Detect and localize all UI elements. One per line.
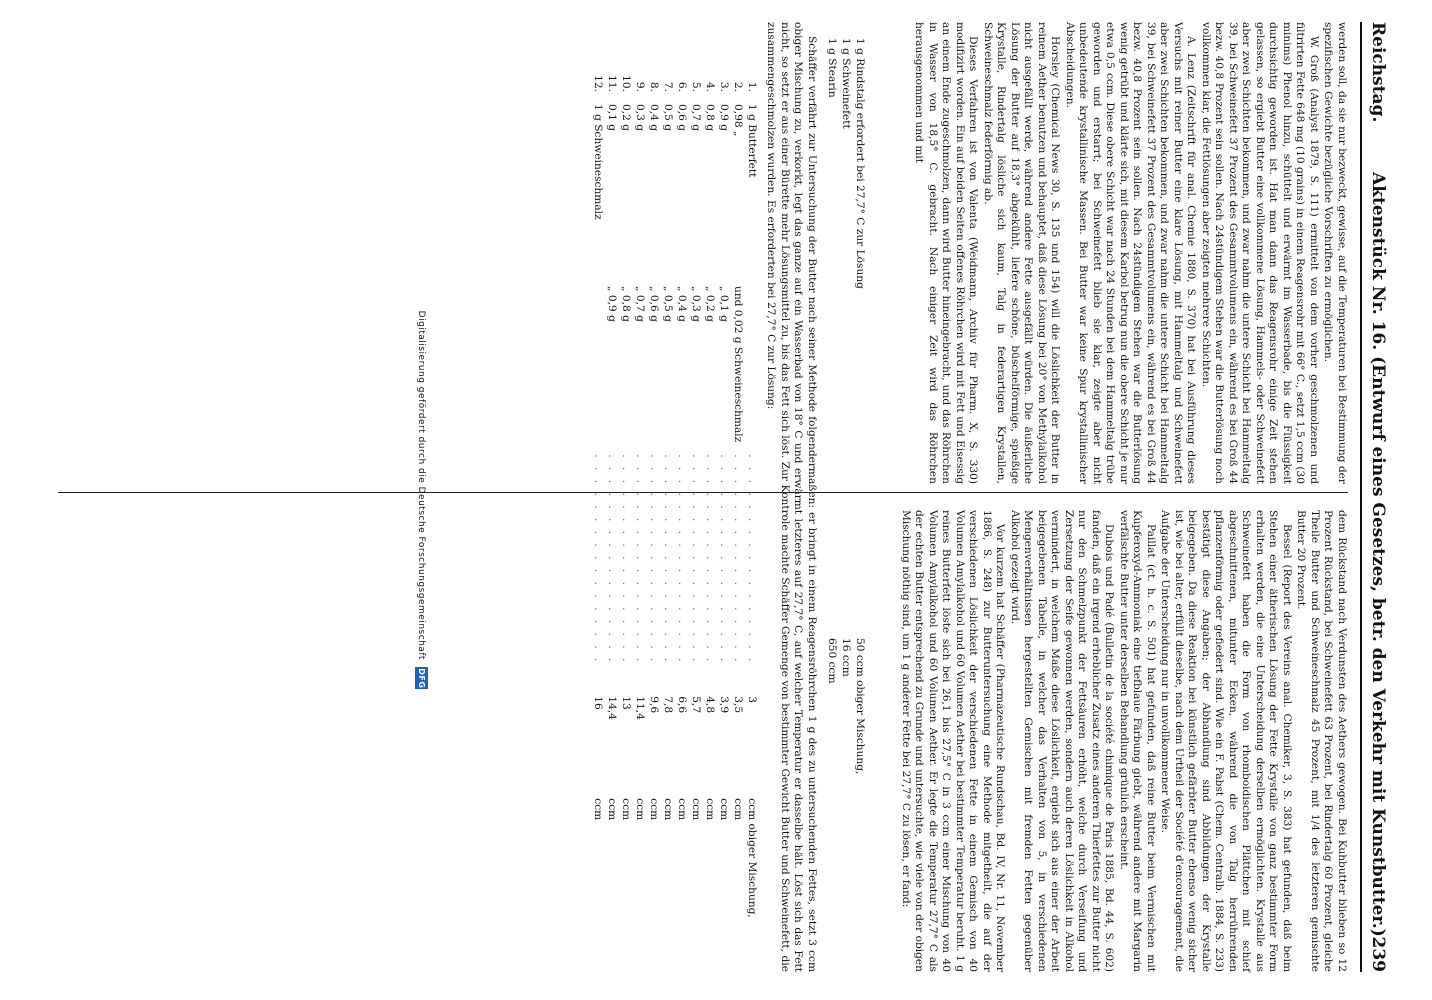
table-row xyxy=(674,62,688,924)
volume-value: 3 xyxy=(745,696,758,704)
row-number: 11. xyxy=(605,75,618,92)
butter-amount: 0,6 g xyxy=(675,104,688,131)
right-column xyxy=(898,510,1349,972)
butter-amount: 0,7 g xyxy=(689,104,702,131)
row-number: 5. xyxy=(689,81,702,92)
volume-unit: ccm xyxy=(731,798,744,821)
lard-amount: „ 0,9 g xyxy=(605,286,618,322)
paragraph: Paillat (ct. h. c. S. 501) hat gefunden, daß reine Butter beim Vermischen mit Kupferoxyd-Ammoniak eine tiefblaue Färbung giebt, während andere mit Margarin verfälschte Butter unter derselben Behandlung grünlich erscheint. xyxy=(1118,510,1157,972)
leader-dots: . . . . . . . . . . . . . . . . . xyxy=(689,454,702,665)
page-header xyxy=(1360,22,1392,972)
lard-amount: „ 0,3 g xyxy=(689,286,702,322)
leader-dots: . . . . . . . . . . . . . . . . . xyxy=(745,454,758,665)
table-row xyxy=(604,62,618,924)
procedure-paragraph: Schäffer verfährt zur Untersuchung der Butter nach seiner Methode folgendermaßen: er bringt in einem Reagensröhrchen 1 g des zu untersuchenden Fettes, setzt 3 ccm obiger Mischung zu, verkorkt, legt das ganze auf ein Wasserbad von 18° C und erwärmt letzteres auf 27,7° C, auf welcher Temperatur er dasselbe hält. Löst sich das Fett nicht, so setzt er aus einer Bürette mehr Lösungsmittel zu, bis das Fett sich löst. Zur Kontrole machte Schäffer Gemenge von bestimmter Gewicht Butter und Schweinefett, die zusammengeschmolzen wurden. Es erforderten bei 27,7° C zur Lösung: xyxy=(765,22,818,972)
leader-dots: . . . . . . . . . . . . . . . . . xyxy=(661,454,674,665)
paragraph: Bessel (Report des Vereins anal. Chemiker, 3, S. 383) hat gefunden, daß beim Stehen einer ätherischen Lösung der Fette Krystalle von ganz bestimmter Form erhalten werden, die eine Unterscheidung derselben ermöglichten. Krystalle aus Schweinefett haben die Form von rhomboidischen Plättchen mit schief abgeschnittenen, mitunter Ecken, während die von Talg herrührenden pflanzenförmig oder gefiedert sind. Wie ein F. Pabst (Chem. Centralb. 1884, S. 233) bestätigt diese Angaben; der Abhandlung sind Abbildungen der Krystalle beigegeben. Da diese Reaktion bei künstlich gefärbter Butter ebenso wenig sicher ist, wie bei alter, erfüllt dieselbe, nach dem Urtheil der Société d'encouragement, die Aufgabe der Unterscheidung nur in unvollkommener Weise. xyxy=(1159,510,1293,972)
lard-amount: und 0,02 g Schweineschmalz xyxy=(731,286,744,443)
row-number: 3. xyxy=(717,81,730,92)
leader-dots: . . . . . . . . . . . . . . . . . xyxy=(703,454,716,665)
header-title: Aktenstück Nr. 16. (Entwurf eines Gesetzes, betr. den Verkehr mit Kunstbutter.) xyxy=(1368,172,1388,937)
paragraph: Dubois und Padé (Bulletin de la société chimique de Paris 1885, Bd. 44, S. 602) fanden, daß ein irgend erheblicher Zusatz eines anderen Thierfettes zur Butter nicht nur den Schmelzpunkt der Fettsäuren erhöht, welche durch Verseifung und Zersetzung der Seife gewonnen werden, sondern auch deren Löslichkeit in Alkohol vermindert, in welchem Maße diese Löslichkeit, ergiebt sich aus einer der Arbeit beigegebenen Tabelle, in welcher das Verhalten von 5, in verschiedenen Mengenverhältnissen hergestellten Gemischen mit fremden Fetten gegenüber Alkohol gezeigt wird. xyxy=(1009,510,1116,972)
butter-amount: 1 g Schweineschmalz xyxy=(591,104,604,220)
volume-unit: ccm xyxy=(717,798,730,821)
lard-amount: „ 0,5 g xyxy=(661,286,674,322)
butter-amount: 0,2 g xyxy=(619,104,632,131)
leader-dots: . . . . . . . . . . . . . . . . . xyxy=(605,454,618,665)
lard-amount: „ 0,6 g xyxy=(647,286,660,322)
row-number: 7. xyxy=(661,81,674,92)
lard-amount: „ 0,4 g xyxy=(675,286,688,322)
results-table xyxy=(590,62,758,924)
volume-unit: ccm xyxy=(591,798,604,821)
row-number: 6. xyxy=(675,81,688,92)
volume-unit: ccm xyxy=(605,798,618,821)
mixture-row: 1 g Schweinefett 16 ccm xyxy=(840,38,852,677)
butter-amount: 1 g Butterfett xyxy=(745,104,758,178)
paragraph: Horsley (Chemical News 30, S. 135 und 154) will die Löslichkeit der Butter in reinem Aether benutzen und behauptet, daß diese Lösung bei 20° von Methylalkohol nicht ausgefällt werde, während andere Fette ausgefällt würden. Die äußerliche Lösung der Butter auf 18,3° abgekühlt, liefere schöne, büschelförmige, spießige Krystalle, Rindertalg lösliche sich kaum, Talg in federartigen Krystallen, Schweineschmalz federförmig ab. xyxy=(982,22,1062,484)
table-row xyxy=(744,62,758,924)
leader-dots: . . . . . . . . . . . . . . . . . xyxy=(619,454,632,665)
lard-amount xyxy=(744,280,758,448)
paragraph: W. Groß (Analyst 1879, S. 111) ermittelt von dem vorher geschmolzenen und filtrirten Fette 648 mg (10 grains) in einem Reagensrohr mit 66° C., setzt 1,5 ccm (30 minims) Phenol hinzu, schüttelt und erwärmt im Wasserbade, bis die Flüssigkeit durchsichtig geworden ist. Hat man dann das Reagensrohr einige Zeit stehen gelassen, so ergiebt Butter eine vollkommene Lösung, Hammels- oder Schweinefett aber zwei Schichten bekommen, und zwar nahm die untere Schicht bei Hammeltalg 39, bei Schweinefett 37 Prozent des Gesammtvolumens ein, während es bei Groß 44 bezw. 40,8 Prozent sein sollen. Nach 24stündigem Stehen war die Butterlösung noch vollkommen klar, die Fettlösungen aber zeigten mehrere Schichten. xyxy=(1200,22,1320,484)
paragraph: werden soll, da sie nur bezweckt, gewisse, auf die Temperaturen bei Bestimmung der spezifischen Gewichte bezügliche Vorschriften zu ermöglichen. xyxy=(1322,22,1348,484)
mixture-row: 1 g Stearin 650 ccm xyxy=(826,38,838,684)
volume-unit: ccm xyxy=(633,798,646,821)
lard-amount: „ 0,2 g xyxy=(703,286,716,322)
row-number: 2. xyxy=(731,81,744,92)
volume-value: 11,4 xyxy=(633,696,646,720)
volume-value: 3,9 xyxy=(717,696,730,714)
full-width-section xyxy=(590,22,872,972)
table-row xyxy=(632,62,646,924)
volume-unit: ccm xyxy=(647,798,660,821)
volume-unit: ccm xyxy=(675,798,688,821)
table-row xyxy=(702,62,716,924)
row-number: 1. xyxy=(745,81,758,92)
butter-amount: 0,3 g xyxy=(633,104,646,131)
leader-dots: . . . . . . . . . . . . . . . . . xyxy=(717,454,730,665)
leader-dots: . . . . . . . . . . . . . . . . . xyxy=(633,454,646,665)
paragraph: Vor kurzem hat Schäffer (Pharmazeutische Rundschau, Bd. IV, Nr. 11, November 1886, S. 248) zur Butteruntersuchung eine Methode mitgetheilt, die auf der verschiedenen Löslichkeit der verschiedenen Fette in einem Gemisch von 40 Volumen Amylalkohol und 60 Volumen Aether bei bestimmter Temperatur beruht. 1 g reines Butterfett löste sich bei 26,1 bis 27,5° C in 3 ccm einer Mischung von 40 Volumen Amylalkohol und 60 Volumen Aether. Er legte die Temperatur 27,7° C als der echten Butter entsprechend zu Grunde und untersuchte, wie viele von der obigen Mischung nöthig sind, um 1 g anderer Fette bei 27,7° C zu lösen, er fand: xyxy=(900,510,1007,972)
lard-amount: „ 0,8 g xyxy=(619,286,632,322)
mixture-row: 1 g Rindstalg erfordert bei 27,7° C zur Lösung 50 ccm obiger Mischung, xyxy=(854,38,866,775)
volume-value: 13 xyxy=(619,696,632,710)
table-row xyxy=(688,62,702,924)
volume-value: 7,8 xyxy=(661,696,674,714)
lard-amount: „ 0,7 g xyxy=(633,286,646,322)
butter-amount: 0,8 g xyxy=(703,104,716,131)
butter-amount: 0,1 g xyxy=(605,104,618,131)
volume-value: 4,8 xyxy=(703,696,716,714)
volume-value: 16 xyxy=(591,696,604,710)
volume-unit: ccm xyxy=(619,798,632,821)
paragraph: A. Lenz (Zeitschrift für anal. Chemie 1880, S. 370) hat bei Ausführung dieses Versuchs mit reiner Butter eine klare Lösung, mit Hammeltalg und Schweinefett aber zwei Schichten bekommen, und zwar nahm die untere Schicht bei Hammeltalg 39, bei Schweinefett 37 Prozent des Gesammtvolumens ein, während es bei Groß 44 bezw. 40,8 Prozent sein sollen. Nach 24stündigem Stehen war die Butterlösung wenig getrübt und klärte sich, mit diesem Karbol betrug nun die obere Schicht je nur etwa 0,5 ccm. Diese obere Schicht war nach 24 Stunden bei dem Hammeltalg trübe geworden und erstarrt; bei Schweinefett blieb sie klar, zeigte aber nicht unbedeutende krystallinische Massen. Bei Butter war keine Spur krystallinischer Abscheidungen. xyxy=(1064,22,1198,484)
volume-value: 9,6 xyxy=(647,696,660,714)
mixture-results xyxy=(824,38,866,972)
lard-amount xyxy=(590,280,604,448)
table-row xyxy=(590,62,604,924)
volume-value: 14,4 xyxy=(605,696,618,720)
footer-text: Digitalisierung gefördert durch die Deutsche Forschungsgemeinschaft xyxy=(416,310,426,660)
table-row xyxy=(716,62,730,924)
leader-dots: . . . . . . . . . . . . . . . . . xyxy=(591,454,604,665)
butter-amount: 0,5 g xyxy=(661,104,674,131)
table-row xyxy=(618,62,632,924)
table-row xyxy=(646,62,660,924)
row-number: 12. xyxy=(591,75,604,92)
volume-unit: ccm xyxy=(703,798,716,821)
volume-value: 3,5 xyxy=(731,696,744,714)
header-left: Reichstag. xyxy=(1368,22,1388,123)
volume-unit: ccm xyxy=(661,798,674,821)
table-row xyxy=(660,62,674,924)
leader-dots: . . . . . . . . . . . . . . . . . xyxy=(731,454,744,665)
leader-dots: . . . . . . . . . . . . . . . . . xyxy=(675,454,688,665)
leader-dots: . . . . . . . . . . . . . . . . . xyxy=(647,454,660,665)
paragraph: dem Rückstand nach Verdunsten des Aethers gewogen. Bei Kuhbutter blieben so 12 Prozent Rückstand, bei Schweinefett 63 Prozent, bei Rindertalg 60 Prozent, gleiche Theile Butter und Schweineschmalz 45 Prozent, mit 1/4 des letzteren gemischte Butter 20 Prozent. xyxy=(1295,510,1348,972)
dfg-logo: DFG xyxy=(417,668,426,689)
table-row xyxy=(730,62,744,924)
digitization-footer xyxy=(415,0,428,1000)
butter-amount: 0,9 g xyxy=(717,104,730,131)
row-number: 9. xyxy=(633,81,646,92)
row-number: 4. xyxy=(703,81,716,92)
volume-value: 6,6 xyxy=(675,696,688,714)
row-number: 8. xyxy=(647,81,660,92)
butter-amount: 0,98 „ xyxy=(731,104,744,137)
butter-amount: 0,4 g xyxy=(647,104,660,131)
volume-value: 5,7 xyxy=(689,696,702,714)
left-column xyxy=(911,22,1348,484)
volume-unit: ccm obiger Mischung, xyxy=(745,798,758,918)
lard-amount: „ 0,1 g xyxy=(717,286,730,322)
row-number: 10. xyxy=(619,75,632,92)
page-number: 239 xyxy=(1368,936,1388,972)
paragraph: Dieses Verfahren ist von Valenta (Weidmann, Archiv für Pharm. X, S. 330) modifizirt worden. Ein auf beiden Seiten offenes Röhrchen wird mit Fett und Eisessig an einem Ende zugeschmolzen, dann wird Butter hineingebracht, und das Röhrchen in Wasser von 18,5° C. gebracht. Nach einiger Zeit wird das Röhrchen herausgenommen und mit xyxy=(913,22,980,484)
volume-unit: ccm xyxy=(689,798,702,821)
